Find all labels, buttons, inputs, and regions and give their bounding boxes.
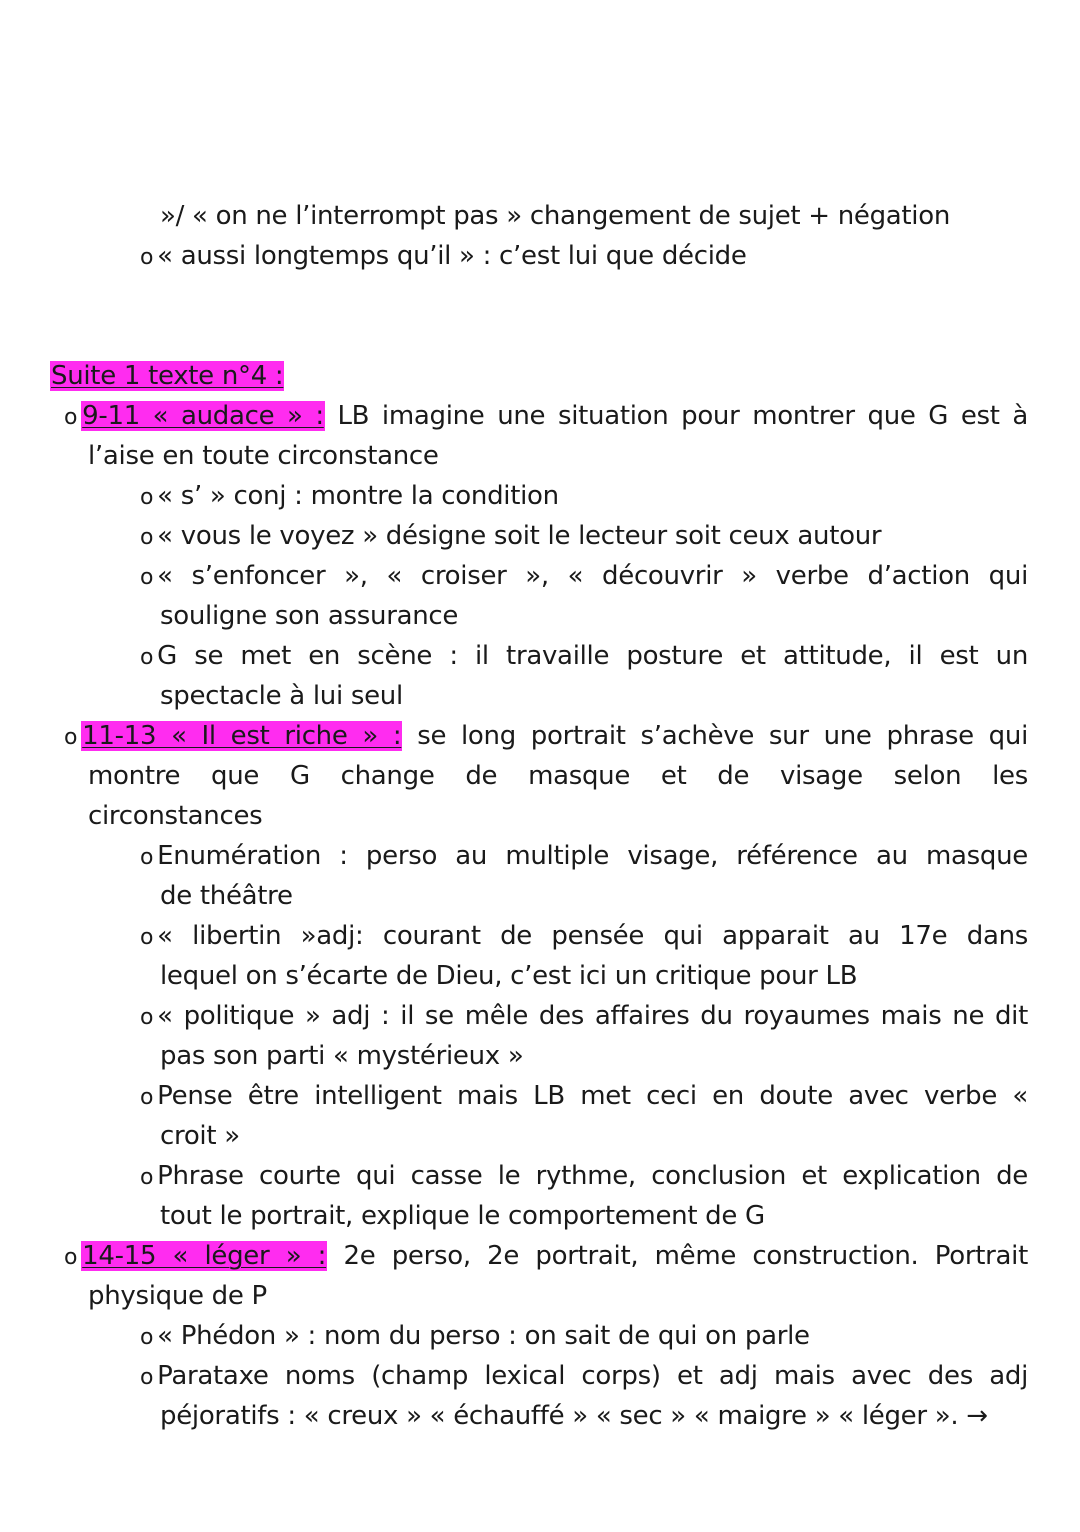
bullet-icon: o [140, 1085, 154, 1110]
text-line [160, 1116, 240, 1156]
bullet-icon: o [140, 1325, 154, 1350]
sub-bullet-item [140, 996, 1028, 1038]
text: »/ « on ne l’interrompt pas » changement de sujet + négation [160, 201, 951, 231]
text: circonstances [88, 801, 263, 831]
text: pas son parti « mystérieux » [160, 1041, 524, 1071]
bullet-icon: o [140, 925, 154, 950]
text-line [88, 436, 439, 476]
text: « politique » adj : il se mêle des affaires du royaumes mais ne dit [157, 1001, 1028, 1031]
text-line [160, 876, 293, 916]
text: spectacle à lui seul [160, 681, 403, 711]
text: Pense être intelligent mais LB met ceci en doute avec verbe « [157, 1081, 1028, 1111]
sub-bullet-item [140, 556, 1028, 598]
text-line [160, 596, 458, 636]
sub-bullet-item [140, 1356, 1028, 1398]
bullet-icon: o [140, 1165, 154, 1190]
text: « s’enfoncer », « croiser », « découvrir » verbe d’action qui [157, 561, 1028, 591]
text: l’aise en toute circonstance [88, 441, 439, 471]
bullet-item [140, 236, 747, 278]
bullet-icon: o [140, 485, 154, 510]
line-ref-highlight: 9-11 « audace » : [82, 401, 324, 431]
text: tout le portrait, explique le comportement de G [160, 1201, 765, 1231]
text: G se met en scène : il travaille posture et attitude, il est un [157, 641, 1028, 671]
text: Phrase courte qui casse le rythme, conclusion et explication de [157, 1161, 1028, 1191]
text: lequel on s’écarte de Dieu, c’est ici un critique pour LB [160, 961, 858, 991]
bullet-icon: o [64, 725, 78, 750]
heading-highlight: Suite 1 texte n°4 : [51, 361, 284, 391]
bullet-icon: o [140, 565, 154, 590]
sub-bullet-item [140, 1076, 1028, 1118]
text-line [88, 756, 1028, 796]
text-line [160, 676, 403, 716]
text: « vous le voyez » désigne soit le lecteur soit ceux autour [157, 521, 882, 551]
text-line [88, 796, 262, 836]
bullet-icon: o [140, 245, 154, 270]
text-line [88, 1276, 267, 1316]
sub-bullet-item [140, 476, 559, 518]
bullet-item [64, 396, 1028, 438]
text-line [160, 1036, 523, 1076]
text: croit » [160, 1121, 240, 1151]
bullet-icon: o [140, 645, 154, 670]
bullet-icon: o [140, 1005, 154, 1030]
text-line [160, 1396, 988, 1436]
bullet-icon: o [64, 1245, 78, 1270]
sub-bullet-item [140, 1156, 1028, 1198]
text: 2e perso, 2e portrait, même construction. Portrait [327, 1241, 1028, 1271]
bullet-item [64, 716, 1028, 758]
sub-bullet-item [140, 1316, 810, 1358]
text: « s’ » conj : montre la condition [157, 481, 559, 511]
bullet-icon: o [140, 845, 154, 870]
sub-bullet-item [140, 836, 1028, 878]
text: montre que G change de masque et de visage selon les [88, 761, 1028, 791]
bullet-icon: o [140, 1365, 154, 1390]
line-ref-highlight: 14-15 « léger » : [82, 1241, 327, 1271]
line-ref-highlight: 11-13 « Il est riche » : [82, 721, 402, 751]
bullet-item [64, 1236, 1028, 1278]
text-line [160, 196, 950, 236]
text: souligne son assurance [160, 601, 459, 631]
text: Parataxe noms (champ lexical corps) et adj mais avec des adj [157, 1361, 1028, 1391]
text: Enumération : perso au multiple visage, référence au masque [157, 841, 1028, 871]
text: se long portrait s’achève sur une phrase qui [402, 721, 1028, 751]
section-heading [50, 356, 284, 396]
text-line [160, 1196, 765, 1236]
sub-bullet-item [140, 636, 1028, 678]
sub-bullet-item [140, 916, 1028, 958]
bullet-icon: o [140, 525, 154, 550]
text-line [160, 956, 857, 996]
text: « libertin »adj: courant de pensée qui apparait au 17e dans [157, 921, 1028, 951]
sub-bullet-item [140, 516, 881, 558]
bullet-icon: o [64, 405, 78, 430]
text: de théâtre [160, 881, 293, 911]
text: LB imagine une situation pour montrer que G est à [324, 401, 1029, 431]
text: physique de P [88, 1281, 267, 1311]
text: « Phédon » : nom du perso : on sait de qui on parle [157, 1321, 810, 1351]
text: péjoratifs : « creux » « échauffé » « sec » « maigre » « léger ». → [160, 1401, 988, 1431]
text: « aussi longtemps qu’il » : c’est lui que décide [157, 241, 747, 271]
